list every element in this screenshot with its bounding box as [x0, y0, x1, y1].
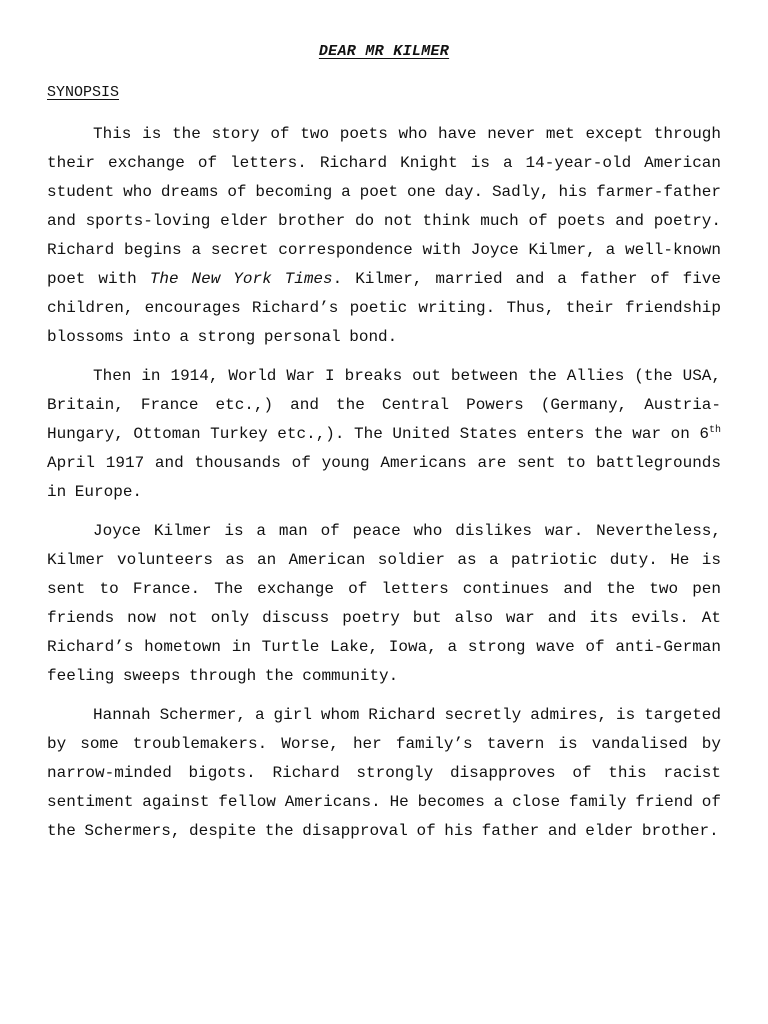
ordinal-suffix: th: [708, 425, 721, 436]
paragraph-1-text-b: . Kilmer, married and a father of five children, encourages Richard’s poetic writing. Thus, their friendship blossoms into a strong personal bond.: [47, 270, 722, 346]
paragraph-3: Joyce Kilmer is a man of peace who dislikes war. Nevertheless, Kilmer volunteers as an American soldier as a patriotic duty. He is sent to France. The exchange of letters continues and the two pen friends now not only discuss poetry but also war and its evils. At Richard’s hometown in Turtle Lake, Iowa, a strong wave of anti-German feeling sweeps through the community.: [47, 522, 721, 685]
paragraph-1-text-a: This is the story of two poets who have never met except through their exchange of letters. Richard Knight is a 14-year-old American student who dreams of becoming a poet one day. Sadly, his farmer-father and sports-loving elder brother do not think much of poets and poetry. Richard begins a secret correspondence with Joyce Kilmer, a well-known poet with: [47, 125, 721, 288]
paragraph-2-text-a: Then in 1914, World War I breaks out between the Allies (the USA, Britain, France etc.,) and the Central Powers (Germany, Austria-Hungary, Ottoman Turkey etc.,). The United States enters the war on 6: [47, 367, 721, 443]
section-heading: [47, 81, 721, 105]
paragraph-4: Hannah Schermer, a girl whom Richard secretly admires, is targeted by some troublemakers. Worse, her family’s tavern is vandalised by narrow-minded bigots. Richard strongly disapproves of this racist sentiment against fellow Americans. He becomes a close family friend of the Schermers, despite the disapproval of his father and elder brother.: [47, 706, 721, 840]
document-page: [47, 40, 721, 856]
newspaper-title: The New York Times: [149, 270, 333, 288]
document-title-text: DEAR MR KILMER: [318, 43, 450, 60]
paragraph-2: [47, 362, 721, 507]
paragraph-1: [47, 120, 721, 352]
paragraph-2-text-b: April 1917 and thousands of young Americans are sent to battlegrounds in Europe.: [47, 454, 721, 501]
section-heading-text: SYNOPSIS: [47, 84, 120, 101]
document-title: [47, 40, 721, 64]
